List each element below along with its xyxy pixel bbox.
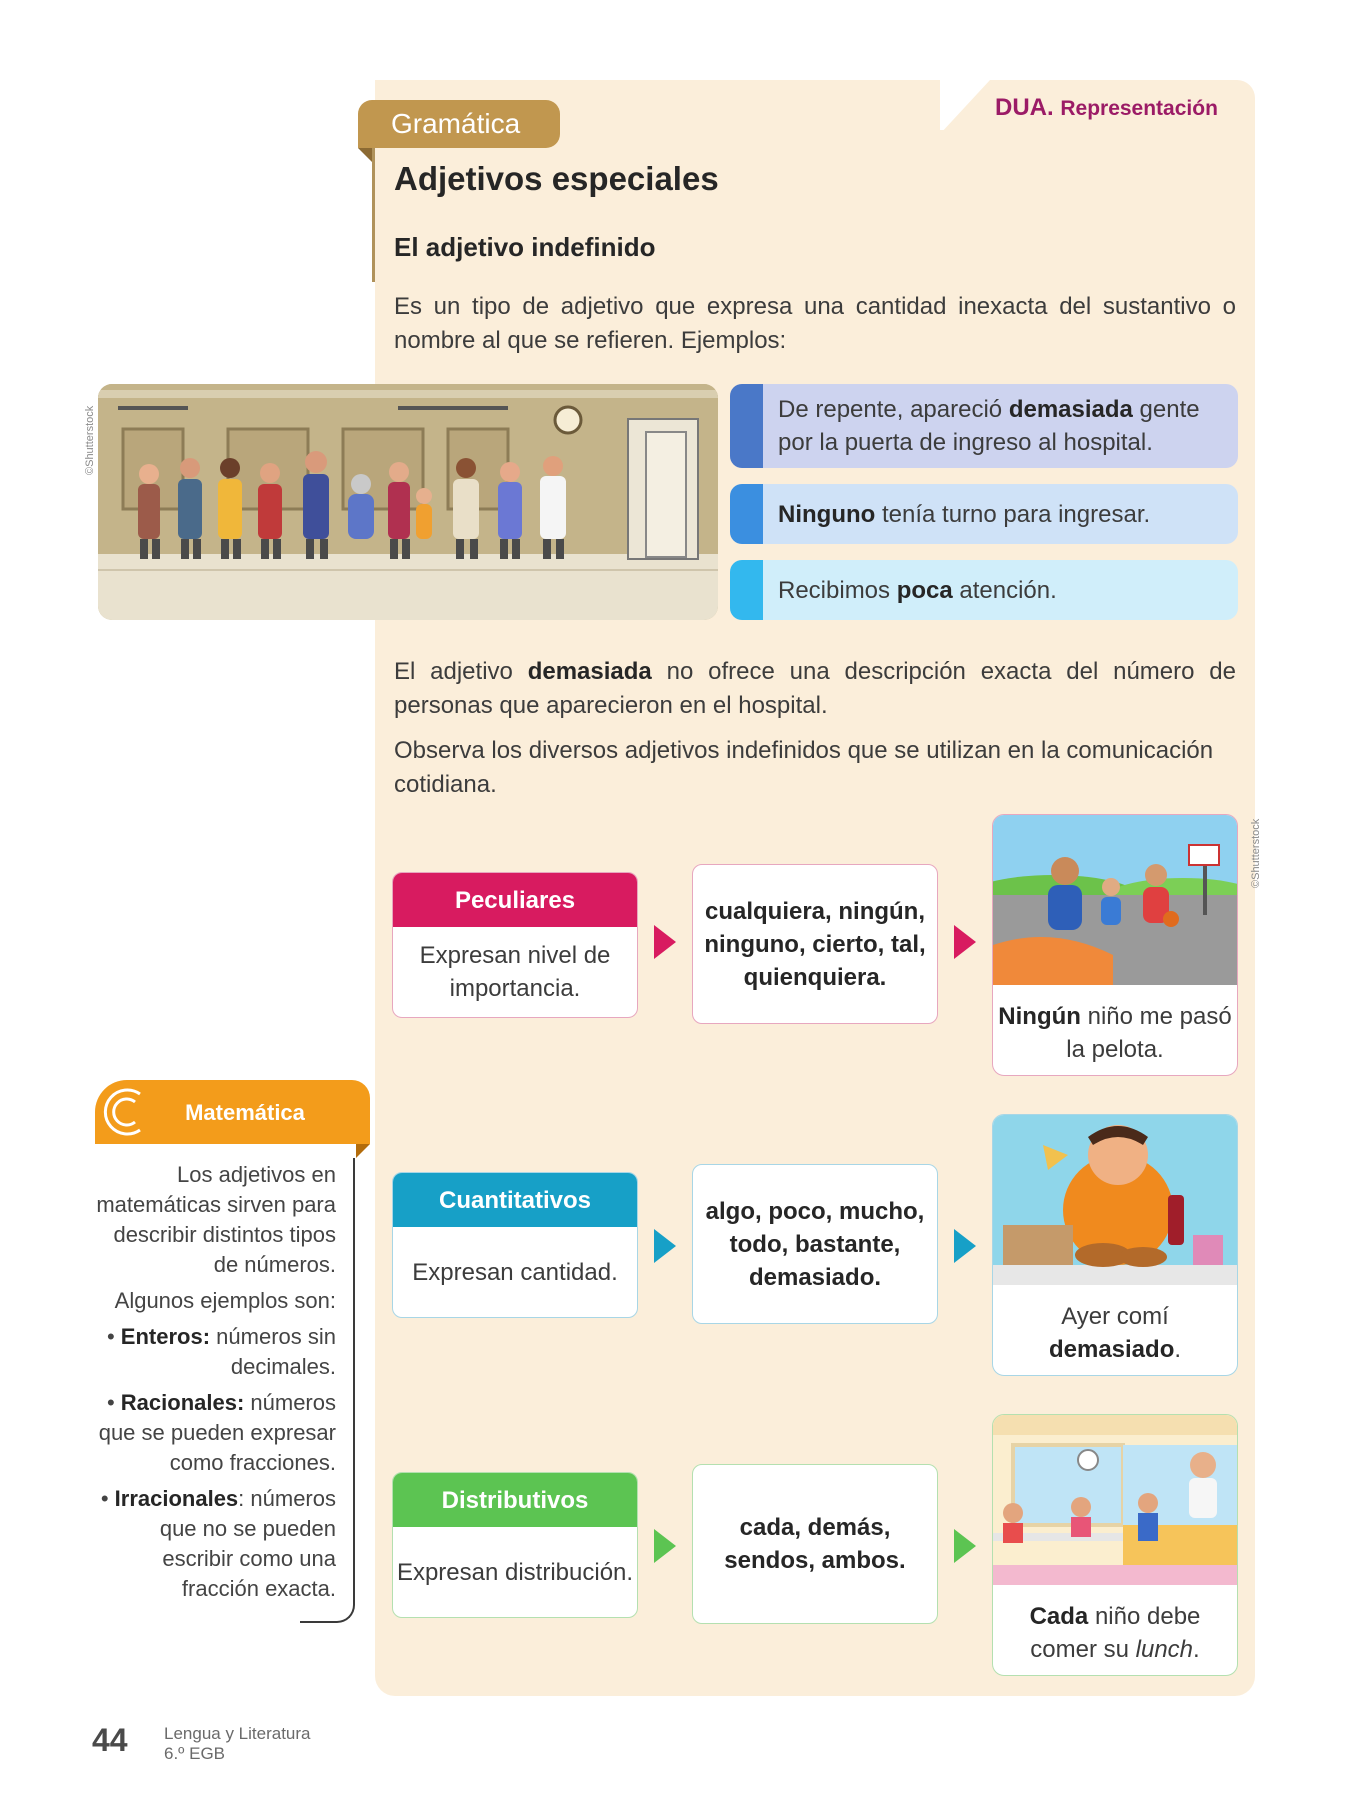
arrow-icon (954, 925, 976, 959)
arrow-icon (654, 1229, 676, 1263)
example-color-bar (730, 484, 763, 544)
example-color-bar (730, 384, 763, 468)
arrow-icon (654, 925, 676, 959)
arrow-icon (954, 1229, 976, 1263)
example-photo-card (992, 814, 1238, 1076)
photo-caption: Cada niño debe comer su lunch. (1029, 1603, 1201, 1663)
page-title: Adjetivos especiales (394, 160, 719, 197)
hospital-illustration (98, 384, 718, 620)
example-box-3 (730, 560, 1238, 620)
category-title: Cuantitativos (393, 1173, 637, 1227)
math-paragraph: Los adjetivos en matemáticas sirven para describir distintos tipos de números. (96, 1162, 336, 1277)
dua-label: DUA. Representación (995, 94, 1218, 121)
tab-fold (356, 1144, 370, 1158)
example-text: De repente, apareció demasiada gente por la puerta de ingreso al hospital. (778, 396, 1200, 456)
example-photo-card (992, 1114, 1238, 1376)
category-title: Peculiares (393, 873, 637, 927)
basketball-illustration (993, 815, 1238, 985)
example-color-bar (730, 560, 763, 620)
category-card-distributivos (392, 1472, 638, 1618)
adjective-list: cualquiera, ningún, ninguno, cierto, tal, quienquiera. (692, 864, 938, 1024)
cafeteria-illustration (993, 1415, 1238, 1585)
image-credit: ©Shutterstock (1250, 818, 1262, 888)
math-swirl-icon (95, 1080, 155, 1144)
category-title: Distributivos (393, 1473, 637, 1527)
math-sidebar-text (88, 1160, 336, 1610)
page-number: 44 (92, 1722, 128, 1758)
explanation-paragraph: El adjetivo demasiada no ofrece una descripción exacta del número de personas que aparecieron en el hospital. (394, 658, 1236, 719)
math-title: Matemática (185, 1100, 305, 1125)
sidebar-rule (353, 1158, 355, 1600)
example-box-2 (730, 484, 1238, 544)
footer-subject-name: Lengua y Literatura (164, 1724, 311, 1743)
category-description: Expresan cantidad. (412, 1258, 618, 1286)
arrow-icon (654, 1529, 676, 1563)
adjective-list: algo, poco, mucho, todo, bastante, demasiado. (692, 1164, 938, 1324)
category-description: Expresan nivel de importancia. (419, 942, 611, 1002)
adjective-list: cada, demás, sendos, ambos. (692, 1464, 938, 1624)
photo-caption: Ayer comí demasiado. (1048, 1303, 1182, 1363)
intro-paragraph: Es un tipo de adjetivo que expresa una cantidad inexacta del sustantivo o nombre al que se refieren. Ejemplos: (394, 293, 1236, 354)
category-card-cuantitativos (392, 1172, 638, 1318)
section-subtitle: El adjetivo indefinido (394, 232, 656, 262)
arrow-icon (954, 1529, 976, 1563)
footer-subject (164, 1724, 311, 1764)
math-item-irracionales: • Irracionales: números que no se pueden escribir como una fracción exacta. (100, 1486, 336, 1601)
observe-paragraph: Observa los diversos adjetivos indefinidos que se utilizan en la comunicación cotidiana. (394, 737, 1214, 798)
tab-fold (358, 148, 372, 162)
math-paragraph: Algunos ejemplos son: (114, 1288, 336, 1313)
image-credit: ©Shutterstock (84, 405, 96, 475)
category-card-peculiares (392, 872, 638, 1018)
math-item-racionales: • Racionales: números que se pueden expresar como fracciones. (98, 1390, 336, 1475)
section-rule (372, 136, 375, 282)
photo-caption: Ningún niño me pasó la pelota. (998, 1003, 1232, 1063)
math-item-enteros: • Enteros: números sin decimales. (106, 1324, 336, 1379)
footer-grade: 6.º EGB (164, 1744, 226, 1763)
category-description: Expresan distribución. (396, 1558, 634, 1586)
example-box-1 (730, 384, 1238, 468)
example-text: Ninguno tenía turno para ingresar. (778, 500, 1151, 528)
example-photo-card (992, 1414, 1238, 1676)
eating-illustration (993, 1115, 1238, 1285)
section-tab: Gramática (358, 100, 560, 148)
example-text: Recibimos poca atención. (778, 576, 1057, 604)
